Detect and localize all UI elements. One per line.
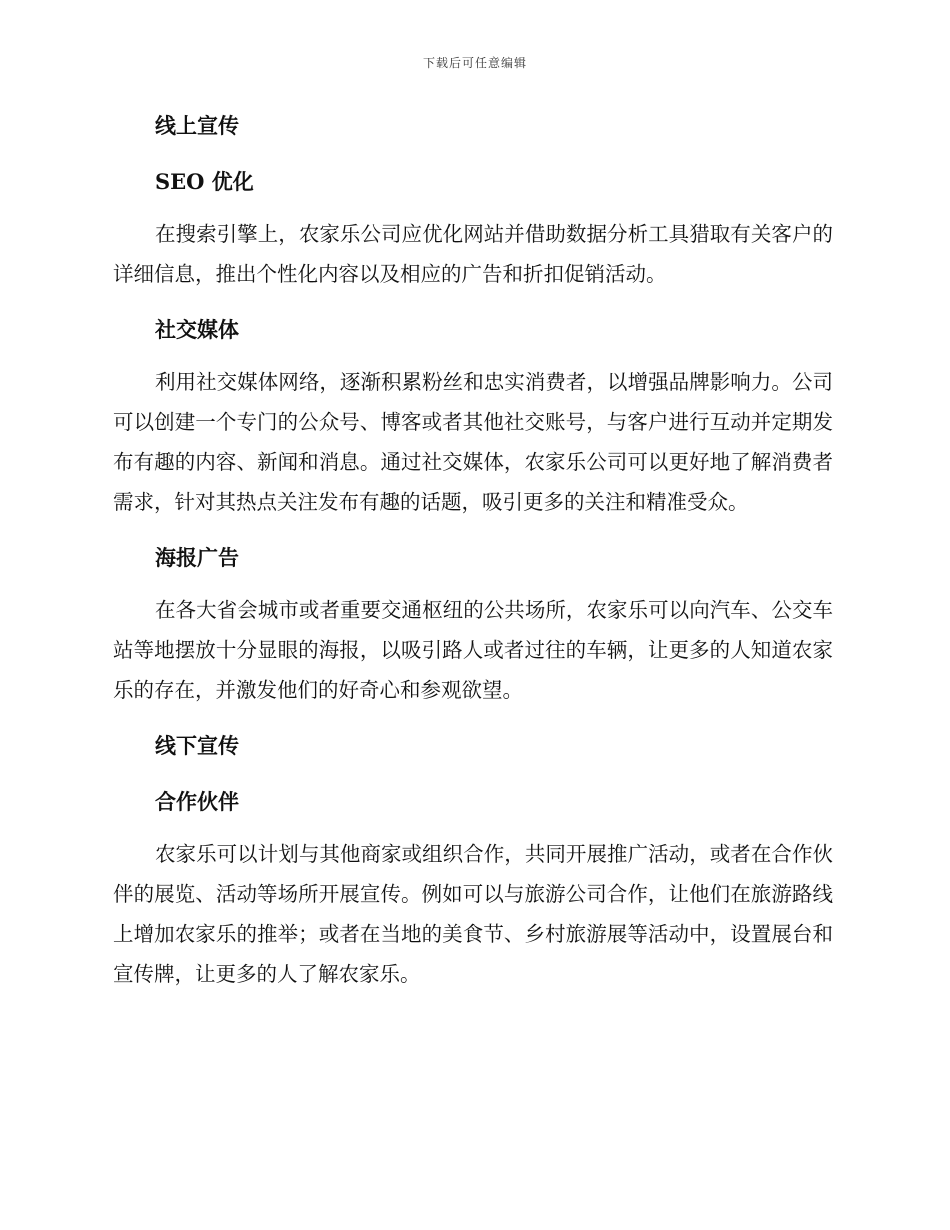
paragraph-seo: 在搜索引擎上，农家乐公司应优化网站并借助数据分析工具猎取有关客户的详细信息，推出个性化内容以及相应的广告和折扣促销活动。 [113, 222, 833, 286]
section-heading-online: 线上宣传 [155, 113, 239, 138]
section-heading-poster: 海报广告 [155, 545, 239, 570]
section-heading-social: 社交媒体 [155, 317, 239, 342]
section-heading-seo: SEO 优化 [155, 169, 254, 194]
paragraph-social: 利用社交媒体网络，逐渐积累粉丝和忠实消费者，以增强品牌影响力。公司可以创建一个专门的公众号、博客或者其他社交账号，与客户进行互动并定期发布有趣的内容、新闻和消息。通过社交媒体，农家乐公司可以更好地了解消费者需求，针对其热点关注发布有趣的话题，吸引更多的关注和精准受众。 [113, 370, 833, 514]
page-header-note: 下载后可任意编辑 [422, 56, 527, 70]
section-heading-partner: 合作伙伴 [155, 789, 239, 814]
paragraph-partner: 农家乐可以计划与其他商家或组织合作，共同开展推广活动，或者在合作伙伴的展览、活动等场所开展宣传。例如可以与旅游公司合作，让他们在旅游路线上增加农家乐的推举；或者在当地的美食节、乡村旅游展等活动中，设置展台和宣传牌，让更多的人了解农家乐。 [113, 842, 833, 986]
paragraph-poster: 在各大省会城市或者重要交通枢纽的公共场所，农家乐可以向汽车、公交车站等地摆放十分显眼的海报，以吸引路人或者过往的车辆，让更多的人知道农家乐的存在，并激发他们的好奇心和参观欲望。 [113, 598, 833, 702]
document-body [113, 108, 833, 994]
section-heading-offline: 线下宣传 [155, 733, 239, 758]
